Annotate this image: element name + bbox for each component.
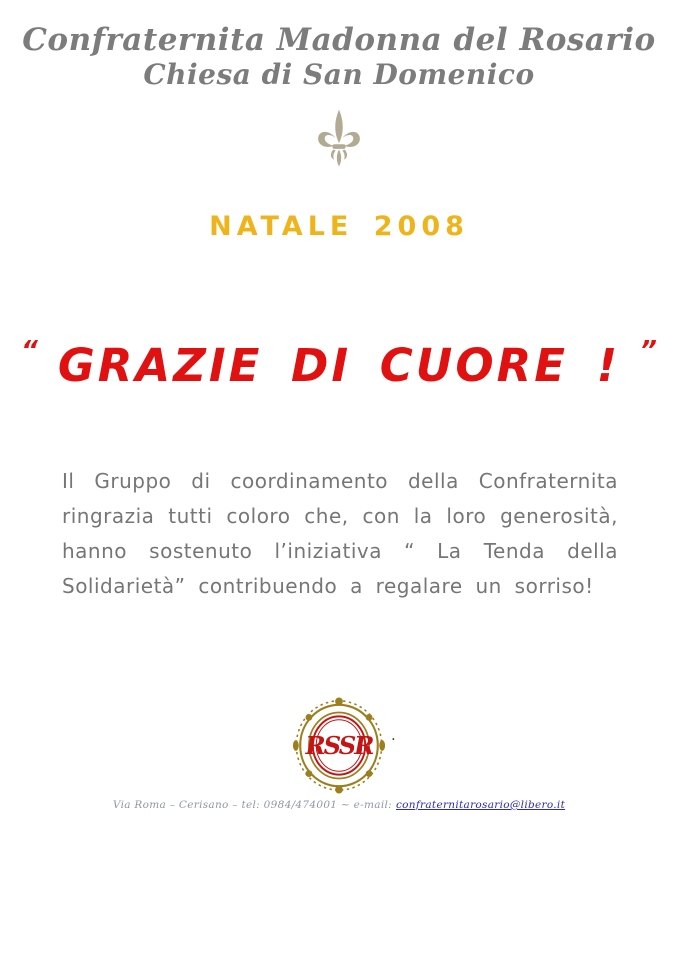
rssr-seal-icon [291, 697, 388, 798]
page-header [0, 22, 678, 92]
thanks-paragraph: Il Gruppo di coordinamento della Confraternita ringrazia tutti coloro che, con la loro generosità, hanno sostenuto l’iniziativa “ La Tenda della Solidarietà” contribuendo a regalare un sorriso! [62, 469, 618, 598]
close-quote: ” [640, 336, 657, 366]
event-title: NATALE 2008 [209, 211, 469, 242]
seal-monogram: RSSR [305, 731, 373, 761]
headline-text: GRAZIE DI CUORE ! [57, 339, 621, 392]
church-name: Chiesa di San Domenico [143, 58, 535, 91]
footer [0, 799, 678, 811]
stray-period: . [391, 726, 396, 744]
organization-name: Confraternita Madonna del Rosario [22, 22, 656, 58]
open-quote: “ [21, 336, 38, 366]
email-link[interactable]: confraternitarosario@libero.it [396, 799, 566, 811]
footer-address: Via Roma – Cerisano – tel: 0984/474001 ~ e-mail: [112, 799, 392, 811]
headline [0, 336, 678, 392]
fleur-de-lis-icon [314, 106, 364, 174]
